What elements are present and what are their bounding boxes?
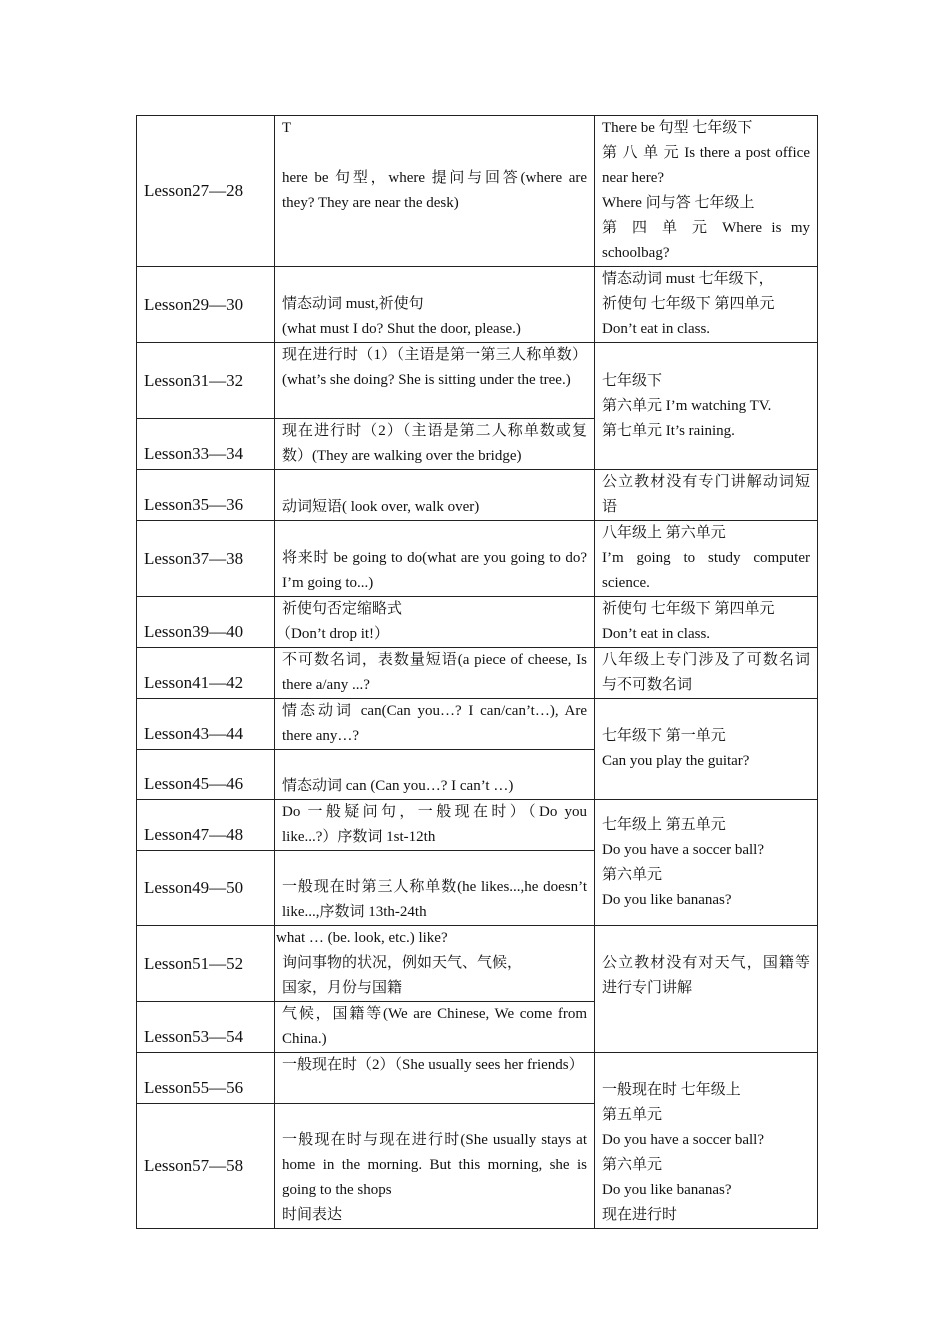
reference-cell: 八年级上专门涉及了可数名词与不可数名词 (595, 648, 818, 699)
content-cell: 情态动词 must,祈使句 (what must I do? Shut the door, please.) (275, 267, 595, 343)
lesson-cell: Lesson31—32 (137, 343, 275, 419)
reference-cell: 公立教材没有专门讲解动词短语 (595, 470, 818, 521)
table-row (137, 597, 818, 648)
reference-cell: 祈使句 七年级下 第四单元 Don’t eat in class. (595, 597, 818, 648)
content-cell: 一般现在时与现在进行时(She usually stays at home in the morning. But this morning, she is going to the shops 时间表达 (275, 1104, 595, 1229)
lesson-cell: Lesson51—52 (137, 926, 275, 1002)
content-cell: 动词短语( look over, walk over) (275, 470, 595, 521)
table-row (137, 800, 818, 851)
lesson-cell: Lesson57—58 (137, 1104, 275, 1229)
reference-cell: 一般现在时 七年级上 第五单元 Do you have a soccer ball? 第六单元 Do you like bananas? 现在进行时 (595, 1053, 818, 1229)
lesson-cell: Lesson29—30 (137, 267, 275, 343)
lesson-cell: Lesson37—38 (137, 521, 275, 597)
lesson-cell: Lesson33—34 (137, 419, 275, 470)
reference-cell: There be 句型 七年级下 第 八 单 元 Is there a post office near here? Where 问与答 七年级上 第 四 单 元 Where is my schoolbag? (595, 116, 818, 267)
lesson-cell: Lesson55—56 (137, 1053, 275, 1104)
table-row (137, 267, 818, 343)
content-cell: T here be 句型，where 提问与回答(where are they? They are near the desk) (275, 116, 595, 267)
content-cell: 一般现在时第三人称单数(he likes...,he doesn’t like...,序数词 13th-24th (275, 851, 595, 926)
table-row (137, 648, 818, 699)
content-cell: Do 一般疑问句，一般现在时）（Do you like...?）序数词 1st-12th (275, 800, 595, 851)
content-cell: 一般现在时（2）（She usually sees her friends） (275, 1053, 595, 1104)
table-row (137, 1053, 818, 1104)
reference-cell: 七年级下 第一单元 Can you play the guitar? (595, 699, 818, 800)
content-cell: 将来时 be going to do(what are you going to do? I’m going to...) (275, 521, 595, 597)
content-cell: 气候，国籍等(We are Chinese, We come from China.) (275, 1002, 595, 1053)
lesson-cell: Lesson49—50 (137, 851, 275, 926)
lesson-cell: Lesson27—28 (137, 116, 275, 267)
lesson-cell: Lesson41—42 (137, 648, 275, 699)
lesson-cell: Lesson47—48 (137, 800, 275, 851)
table-row (137, 521, 818, 597)
lesson-cell: Lesson45—46 (137, 750, 275, 800)
lesson-cell: Lesson35—36 (137, 470, 275, 521)
reference-cell: 七年级上 第五单元 Do you have a soccer ball? 第六单元 Do you like bananas? (595, 800, 818, 926)
lesson-cell: Lesson39—40 (137, 597, 275, 648)
table-row (137, 926, 818, 1002)
reference-cell: 七年级下 第六单元 I’m watching TV. 第七单元 It’s raining. (595, 343, 818, 470)
table-row (137, 470, 818, 521)
content-cell: what … (be. look, etc.) like? 询问事物的状况，例如天气、气候， 国家，月份与国籍 (275, 926, 595, 1002)
table-row (137, 343, 818, 419)
table-row (137, 699, 818, 750)
reference-cell: 情态动词 must 七年级下， 祈使句 七年级下 第四单元 Don’t eat in class. (595, 267, 818, 343)
table-row (137, 116, 818, 267)
content-cell: 祈使句否定缩略式 （Don’t drop it!） (275, 597, 595, 648)
lesson-cell: Lesson43—44 (137, 699, 275, 750)
content-cell: 情态动词 can (Can you…? I can’t …) (275, 750, 595, 800)
reference-cell: 公立教材没有对天气，国籍等进行专门讲解 (595, 926, 818, 1053)
lesson-table (136, 115, 818, 1229)
lesson-cell: Lesson53—54 (137, 1002, 275, 1053)
reference-cell: 八年级上 第六单元 I’m going to study computer science. (595, 521, 818, 597)
content-cell: 现在进行时（2）（主语是第二人称单数或复数）(They are walking over the bridge) (275, 419, 595, 470)
content-cell: 情态动词 can(Can you…? I can/can’t…), Are there any…? (275, 699, 595, 750)
content-cell: 现在进行时（1）（主语是第一第三人称单数）(what’s she doing? She is sitting under the tree.) (275, 343, 595, 419)
content-cell: 不可数名词，表数量短语(a piece of cheese, Is there a/any ...? (275, 648, 595, 699)
